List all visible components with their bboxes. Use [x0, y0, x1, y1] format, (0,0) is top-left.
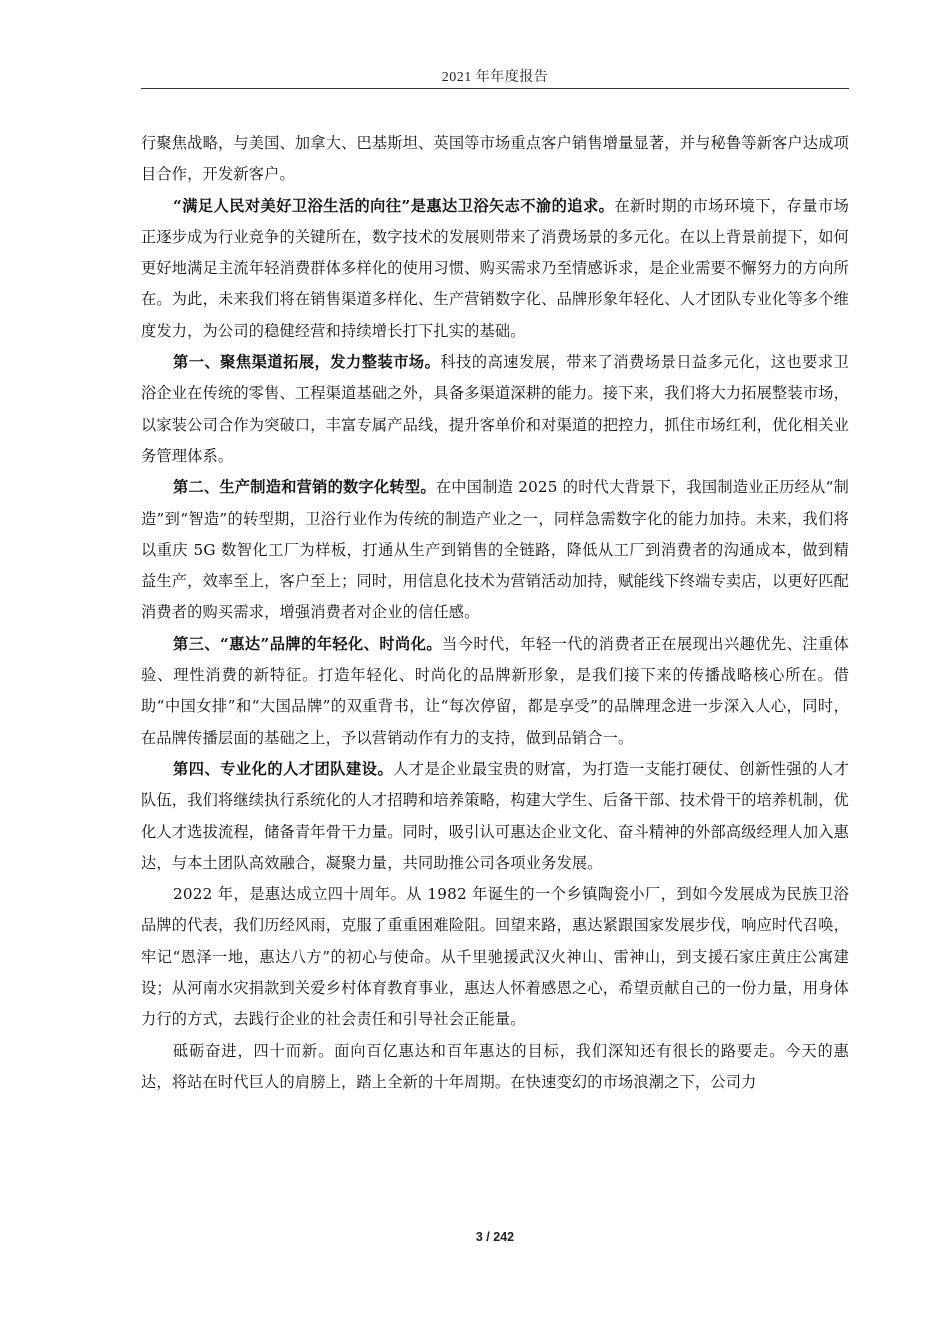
paragraph-text: 在中国制造 2025 的时代大背景下，我国制造业正历经从“制造”到“智造”的转型期，卫浴行业作为传统的制造产业之一，同样急需数字化的能力加持。未来，我们将以重庆 5G 数智化工厂为样板，打通从生产到销售的全链路，降低从工厂到消费者的沟通成本，做到精益生产，效率至上，客户至上；同时，用信息化技术为营销活动加持，赋能线下终端专卖店，以更好匹配消费者的购买需求，增强消费者对企业的信任感。	[141, 478, 849, 622]
paragraph-text: 2022 年，是惠达成立四十周年。从 1982 年诞生的一个乡镇陶瓷小厂，到如今发展成为民族卫浴品牌的代表，我们历经风雨，克服了重重困难险阻。回望来路，惠达紧跟国家发展步伐，响应时代召唤，牢记“恩泽一地，惠达八方”的初心与使命。从千里驰援武汉火神山、雷神山，到支援石家庄黄庄公寓建设；从河南水灾捐款到关爱乡村体育教育事业，惠达人怀着感恩之心，希望贡献自己的一份力量，用身体力行的方式，去践行企业的社会责任和引导社会正能量。	[141, 885, 849, 1029]
paragraph-lead: 第二、生产制造和营销的数字化转型。	[173, 478, 436, 497]
paragraph-vision	[141, 191, 849, 347]
paragraph-text: 在新时期的市场环境下，存量市场正逐步成为行业竞争的关键所在，数字技术的发展则带来了消费场景的多元化。在以上背景前提下，如何更好地满足主流年轻消费群体多样化的使用习惯、购买需求乃至情感诉求，是企业需要不懈努力的方向所在。为此，未来我们将在销售渠道多样化、生产营销数字化、品牌形象年轻化、人才团队专业化等多个维度发力，为公司的稳健经营和持续增长打下扎实的基础。	[141, 196, 849, 340]
paragraph-text: 当今时代，年轻一代的消费者正在展现出兴趣优先、注重体验、理性消费的新特征。打造年轻化、时尚化的品牌新形象，是我们接下来的传播战略核心所在。借助“中国女排”和“大国品牌”的双重背书，让“每次停留，都是享受”的品牌理念进一步深入人心，同时，在品牌传播层面的基础之上，予以营销动作有力的支持，做到品销合一。	[141, 634, 849, 747]
paragraph-text: 人才是企业最宝贵的财富，为打造一支能打硬仗、创新性强的人才队伍，我们将继续执行系统化的人才招聘和培养策略，构建大学生、后备干部、技术骨干的培养机制，优化人才选拔流程，储备青年骨干力量。同时，吸引认可惠达企业文化、奋斗精神的外部高级经理人加入惠达，与本土团队高效融合，凝聚力量，共同助推公司各项业务发展。	[141, 759, 849, 872]
paragraph-lead: 第四、专业化的人才团队建设。	[173, 759, 394, 778]
paragraph-text: 科技的高速发展，带来了消费场景日益多元化，这也要求卫浴企业在传统的零售、工程渠道基础之外，具备多渠道深耕的能力。接下来，我们将大力拓展整装市场，以家装公司合作为突破口，丰富专属产品线，提升客单价和对渠道的把控力，抓住市场红利，优化相关业务管理体系。	[141, 353, 849, 465]
paragraph-lead: 第三、“惠达”品牌的年轻化、时尚化。	[173, 634, 443, 653]
header-divider	[141, 88, 849, 89]
paragraph-outlook	[141, 1036, 849, 1099]
paragraph-lead: 第一、聚焦渠道拓展，发力整装市场。	[173, 353, 441, 372]
paragraph-first	[141, 347, 849, 472]
paragraph-second	[141, 472, 849, 628]
report-header-title: 2021 年年度报告	[441, 70, 549, 85]
paragraph-third	[141, 629, 849, 754]
paragraph-continuation	[141, 128, 849, 191]
paragraph-lead: “满足人民对美好卫浴生活的向往”是惠达卫浴矢志不渝的追求。	[173, 196, 615, 215]
paragraph-text: 行聚焦战略，与美国、加拿大、巴基斯坦、英国等市场重点客户销售增量显著，并与秘鲁等新客户达成项目合作，开发新客户。	[141, 134, 849, 184]
body-text	[141, 128, 849, 1098]
paragraph-anniversary	[141, 879, 849, 1035]
paragraph-fourth	[141, 754, 849, 879]
page-number: 3 / 242	[475, 1230, 515, 1244]
paragraph-text: 砥砺奋进，四十而新。面向百亿惠达和百年惠达的目标，我们深知还有很长的路要走。今天的惠达，将站在时代巨人的肩膀上，踏上全新的十年周期。在快速变幻的市场浪潮之下，公司力	[141, 1041, 849, 1091]
